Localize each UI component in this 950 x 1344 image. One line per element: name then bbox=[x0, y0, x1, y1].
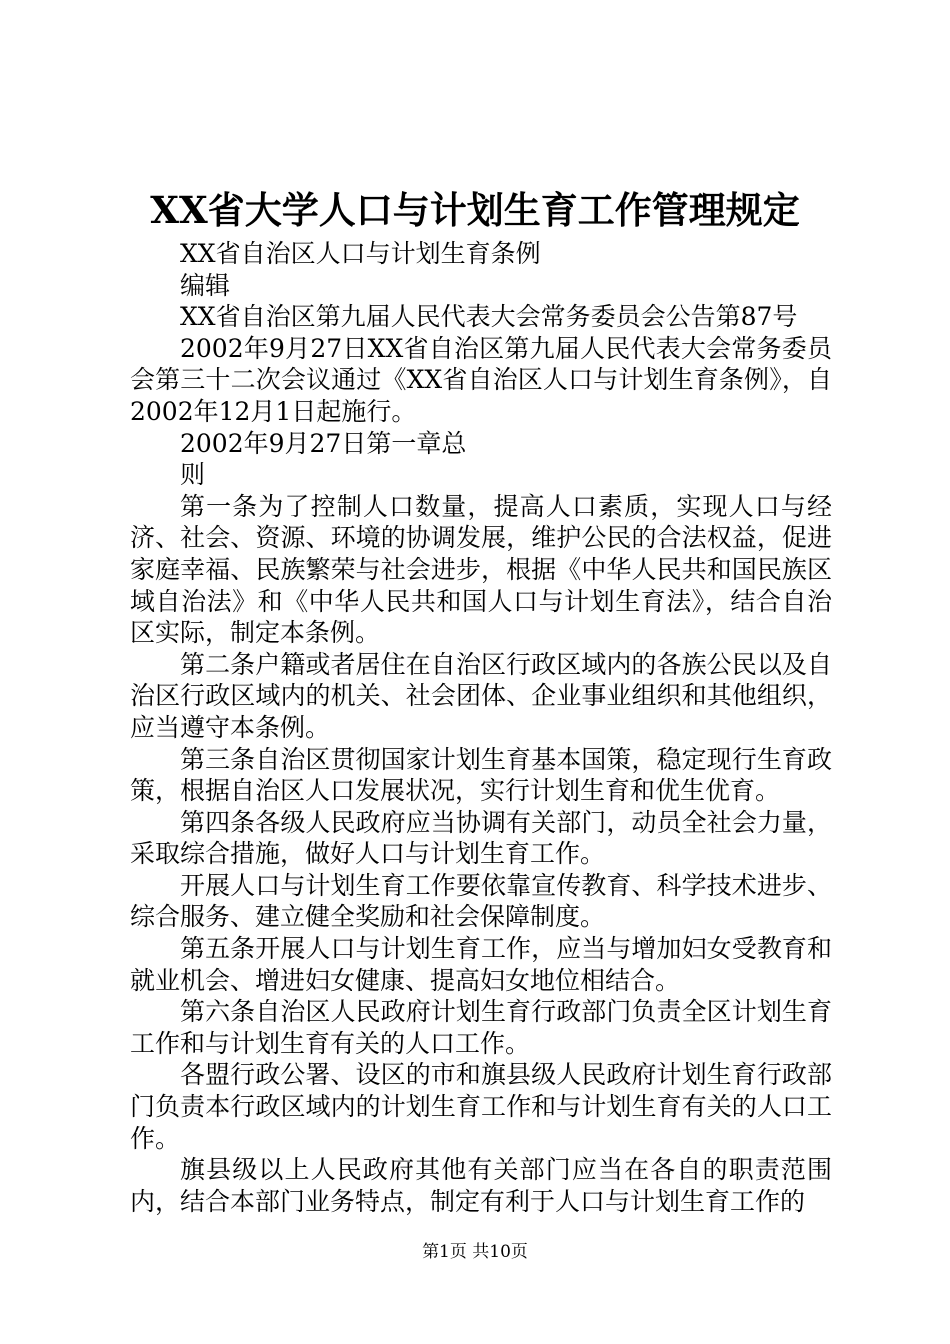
paragraph: 第三条自治区贯彻国家计划生育基本国策，稳定现行生育政策，根据自治区人口发展状况，实行计划生育和优生优育。 bbox=[130, 744, 832, 806]
paragraph: 2002年9月27日第一章总 bbox=[180, 428, 467, 458]
page-footer bbox=[0, 1240, 950, 1264]
paragraph: XX省自治区第九届人民代表大会常务委员会公告第87号 bbox=[180, 302, 798, 332]
paragraph: XX省自治区人口与计划生育条例 bbox=[180, 239, 541, 268]
page-number: 第1页 共10页 bbox=[422, 1242, 528, 1262]
paragraph: 编辑 bbox=[180, 270, 231, 300]
paragraph: 第六条自治区人民政府计划生育行政部门负责全区计划生育工作和与计划生育有关的人口工作。 bbox=[130, 997, 832, 1058]
paragraph: 第一条为了控制人口数量，提高人口素质，实现人口与经济、社会、资源、环境的协调发展，维护公民的合法权益，促进家庭幸福、民族繁荣与社会进步，根据《中华人民共和国民族区域自治法》和《中华人民共和国人口与计划生育法》，结合自治区实际，制定本条例。 bbox=[130, 491, 832, 648]
document-body bbox=[130, 238, 832, 1217]
paragraph: 第四条各级人民政府应当协调有关部门，动员全社会力量，采取综合措施，做好人口与计划生育工作。 bbox=[130, 807, 832, 869]
paragraph: 开展人口与计划生育工作要依靠宣传教育、科学技术进步、综合服务、建立健全奖励和社会保障制度。 bbox=[130, 870, 832, 932]
paragraph: 第五条开展人口与计划生育工作，应当与增加妇女受教育和就业机会、增进妇女健康、提高妇女地位相结合。 bbox=[130, 934, 832, 995]
paragraph: 2002年9月27日XX省自治区第九届人民代表大会常务委员会第三十二次会议通过《XX省自治区人口与计划生育条例》，自2002年12月1日起施行。 bbox=[130, 333, 832, 426]
document-title: XX省大学人口与计划生育工作管理规定 bbox=[150, 188, 800, 232]
paragraph: 则 bbox=[180, 460, 206, 490]
paragraph: 各盟行政公署、设区的市和旗县级人民政府计划生育行政部门负责本行政区域内的计划生育工作和与计划生育有关的人口工作。 bbox=[130, 1060, 832, 1153]
paragraph: 旗县级以上人民政府其他有关部门应当在各自的职责范围内，结合本部门业务特点，制定有利于人口与计划生育工作的 bbox=[130, 1155, 832, 1216]
paragraph: 第二条户籍或者居住在自治区行政区域内的各族公民以及自治区行政区域内的机关、社会团体、企业事业组织和其他组织，应当遵守本条例。 bbox=[130, 649, 832, 742]
